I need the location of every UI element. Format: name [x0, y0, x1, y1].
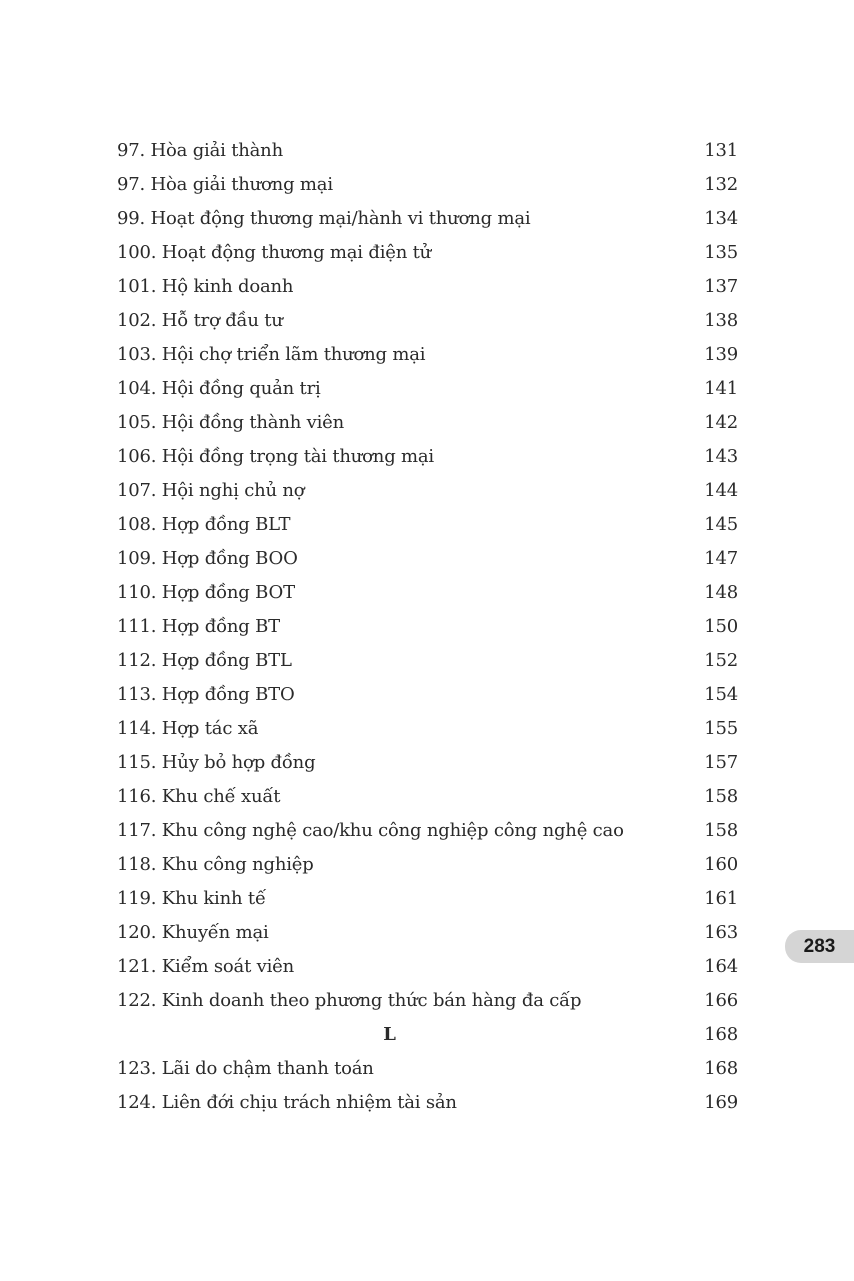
toc-entry-title: 100. Hoạt động thương mại điện tử: [117, 242, 432, 263]
toc-entry-title: 104. Hội đồng quản trị: [117, 378, 321, 399]
toc-entry-title: 119. Khu kinh tế: [117, 888, 266, 909]
toc-entry-page: 157: [704, 752, 738, 773]
toc-entry-title: 108. Hợp đồng BLT: [117, 514, 291, 535]
toc-entry-page: 132: [704, 174, 738, 195]
toc-entry-page: 148: [704, 582, 738, 603]
toc-entry: [117, 712, 738, 746]
toc-entry-page: 168: [704, 1024, 738, 1045]
toc-entry-page: 137: [704, 276, 738, 297]
toc-entry: [117, 1086, 738, 1120]
toc-entry-title: 115. Hủy bỏ hợp đồng: [117, 752, 316, 773]
toc-entry-title: 117. Khu công nghệ cao/khu công nghiệp công nghệ cao: [117, 820, 624, 841]
toc-entry-page: 131: [704, 140, 738, 161]
page-number-tab: 283: [785, 930, 854, 963]
toc-entry-title: 124. Liên đới chịu trách nhiệm tài sản: [117, 1092, 457, 1113]
toc-entry-title: 102. Hỗ trợ đầu tư: [117, 310, 283, 331]
toc-entry-title: 111. Hợp đồng BT: [117, 616, 280, 637]
toc-entry: [117, 746, 738, 780]
toc-entry-title: 103. Hội chợ triển lãm thương mại: [117, 344, 426, 365]
toc-entry-title: 121. Kiểm soát viên: [117, 956, 294, 977]
toc-entry-title: 112. Hợp đồng BTL: [117, 650, 292, 671]
toc-entry-page: 158: [704, 786, 738, 807]
toc-entry-title: 97. Hòa giải thành: [117, 140, 283, 161]
toc-entry-title: 107. Hội nghị chủ nợ: [117, 480, 305, 501]
toc-entry-page: 147: [704, 548, 738, 569]
toc-entry: [117, 610, 738, 644]
toc-entry-title: 114. Hợp tác xã: [117, 718, 259, 739]
toc-entry-page: 143: [704, 446, 738, 467]
toc-entry: [117, 882, 738, 916]
toc-entry-title: 116. Khu chế xuất: [117, 786, 281, 807]
toc-entry-page: 169: [704, 1092, 738, 1113]
toc-entry-page: 155: [704, 718, 738, 739]
toc-entry-title: 99. Hoạt động thương mại/hành vi thương mại: [117, 208, 531, 229]
toc-entry-title: 110. Hợp đồng BOT: [117, 582, 295, 603]
toc-entry: [117, 304, 738, 338]
toc-entry-page: 150: [704, 616, 738, 637]
toc-entry: [117, 644, 738, 678]
toc-entry-page: 154: [704, 684, 738, 705]
toc-entry-page: 141: [704, 378, 738, 399]
toc-entry: [117, 780, 738, 814]
toc-entry-page: 160: [704, 854, 738, 875]
toc-entry: [117, 576, 738, 610]
toc-entry: [117, 542, 738, 576]
toc-entry: [117, 848, 738, 882]
toc-entry-page: 152: [704, 650, 738, 671]
toc-entry-title: 118. Khu công nghiệp: [117, 854, 314, 875]
toc-entry-page: 166: [704, 990, 738, 1011]
toc-entry-title: 113. Hợp đồng BTO: [117, 684, 295, 705]
toc-entry-page: 158: [704, 820, 738, 841]
toc-entry: [117, 236, 738, 270]
toc-entry-page: 142: [704, 412, 738, 433]
toc-entry-page: 138: [704, 310, 738, 331]
toc-entry: [117, 202, 738, 236]
toc-entry-page: 144: [704, 480, 738, 501]
table-of-contents: [117, 134, 738, 1120]
toc-entry: [117, 678, 738, 712]
toc-entry: [117, 338, 738, 372]
toc-entry: [117, 406, 738, 440]
toc-entry: [117, 984, 738, 1018]
toc-entry-title: 109. Hợp đồng BOO: [117, 548, 298, 569]
toc-entry-title: 122. Kinh doanh theo phương thức bán hàng đa cấp: [117, 990, 582, 1011]
toc-entry: [117, 508, 738, 542]
toc-entry: [117, 1052, 738, 1086]
toc-entry-page: 134: [704, 208, 738, 229]
toc-entry: [117, 372, 738, 406]
toc-entry-title: 101. Hộ kinh doanh: [117, 276, 294, 297]
toc-entry: [117, 950, 738, 984]
toc-entry-page: 168: [704, 1058, 738, 1079]
toc-entry-page: 139: [704, 344, 738, 365]
toc-section-heading: [117, 1018, 738, 1052]
toc-entry-page: 135: [704, 242, 738, 263]
toc-entry-title: 105. Hội đồng thành viên: [117, 412, 345, 433]
toc-entry-page: 164: [704, 956, 738, 977]
toc-entry-title: 97. Hòa giải thương mại: [117, 174, 333, 195]
toc-entry-title: 106. Hội đồng trọng tài thương mại: [117, 446, 434, 467]
toc-entry-title: L: [383, 1024, 396, 1045]
toc-entry-title: 123. Lãi do chậm thanh toán: [117, 1058, 374, 1079]
toc-entry: [117, 270, 738, 304]
toc-entry-page: 163: [704, 922, 738, 943]
toc-entry: [117, 916, 738, 950]
toc-entry-page: 161: [704, 888, 738, 909]
toc-entry: [117, 474, 738, 508]
toc-entry: [117, 134, 738, 168]
toc-entry: [117, 814, 738, 848]
toc-entry-title: 120. Khuyến mại: [117, 922, 269, 943]
toc-entry-page: 145: [704, 514, 738, 535]
toc-entry: [117, 168, 738, 202]
toc-entry: [117, 440, 738, 474]
